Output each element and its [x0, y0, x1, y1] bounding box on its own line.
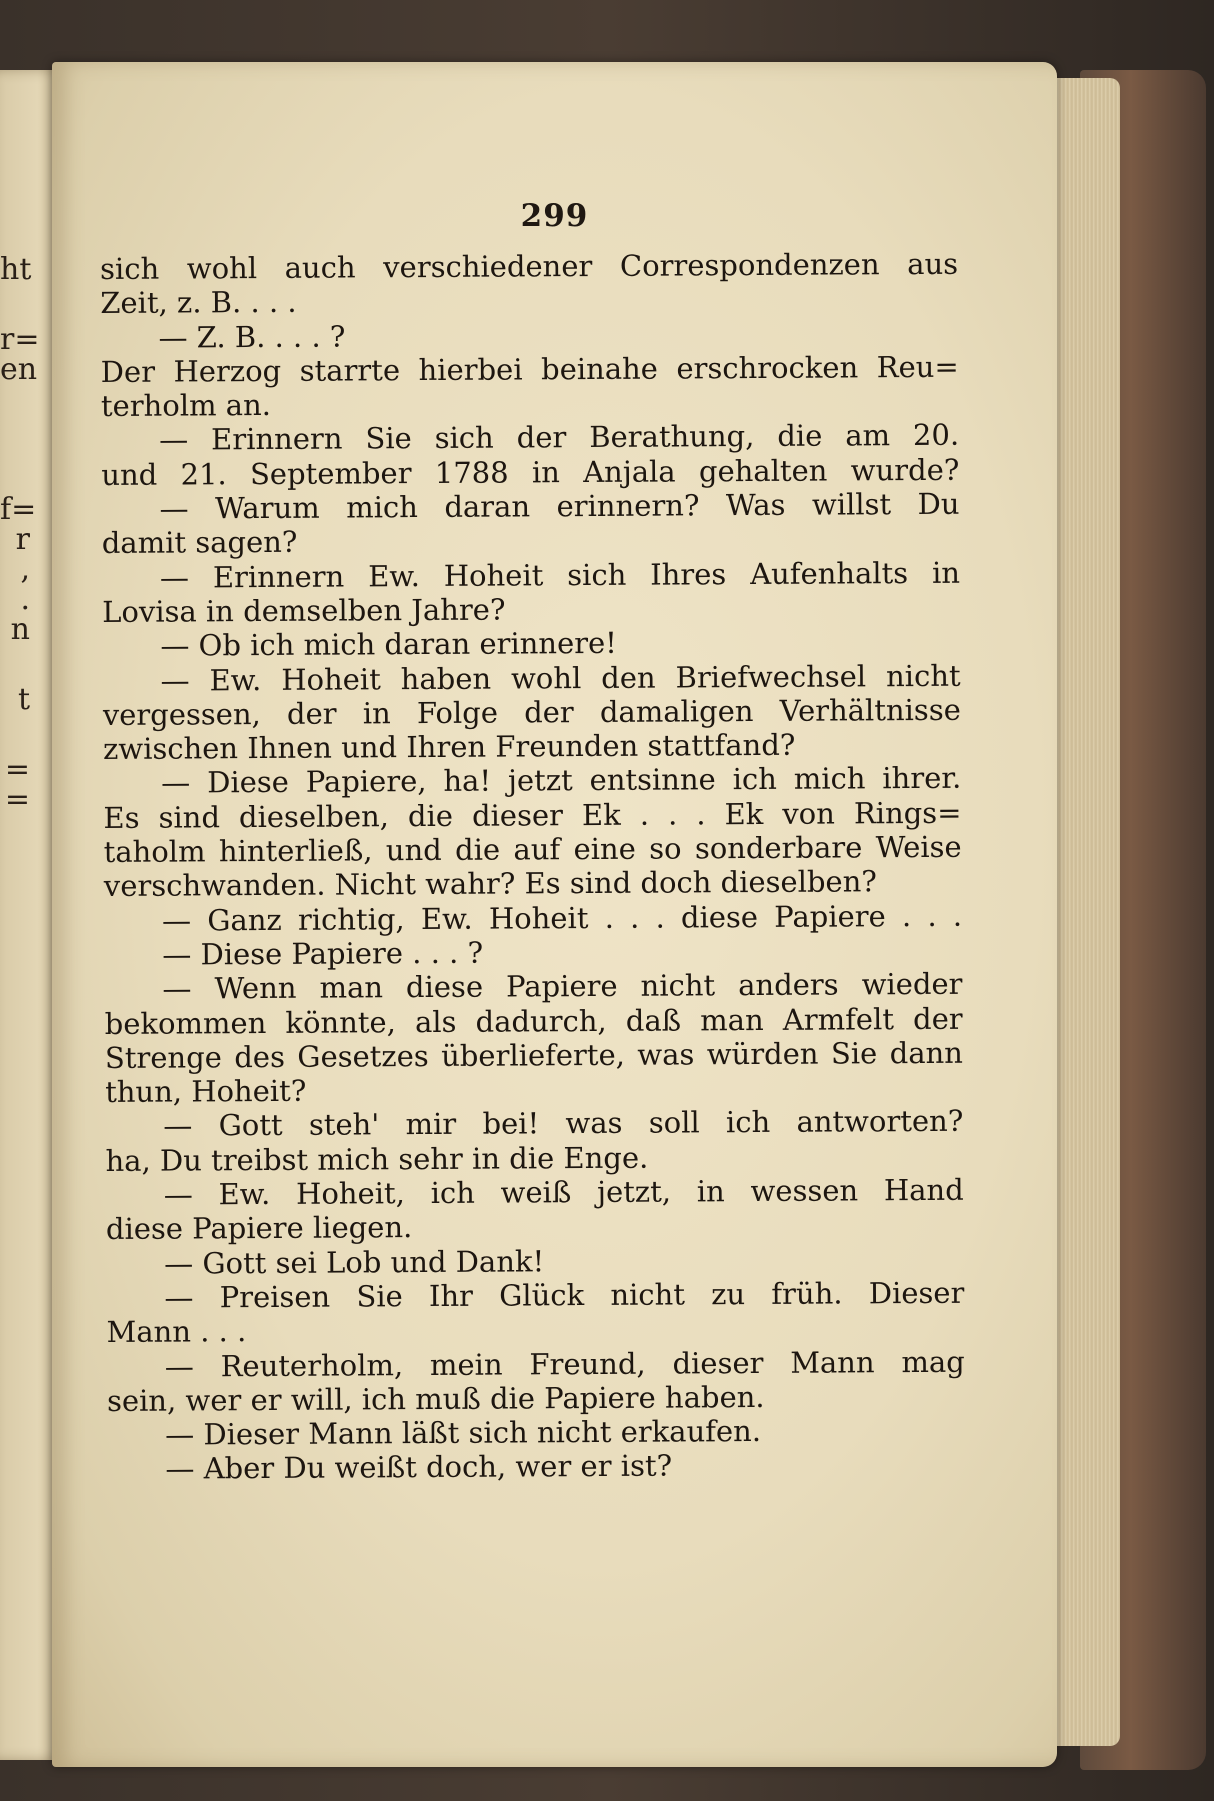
text-line: — Ganz richtig, Ew. Hoheit . . . diese Papiere . . .	[161, 898, 963, 938]
facing-page-fragment: .	[20, 582, 30, 617]
text-line: Strenge des Gesetzes überlieferte, was würden Sie dann	[104, 1035, 964, 1075]
text-line: — Dieser Mann läßt sich nicht erkaufen.	[165, 1414, 762, 1452]
facing-page-fragment: =	[4, 752, 30, 787]
text-line: — Preisen Sie Ihr Glück nicht zu früh. Dieser	[164, 1275, 965, 1315]
text-line: zwischen Ihnen und Ihren Freunden stattfand?	[102, 727, 796, 767]
facing-page-fragment: ,	[20, 552, 30, 587]
text-line: ha, Du treibst mich sehr in die Enge.	[105, 1140, 649, 1178]
facing-page-fragment: n	[10, 612, 30, 647]
text-line: Es sind dieselben, die dieser Ek . . . Ek von Rings=	[103, 795, 962, 835]
text-line: terholm an.	[100, 388, 272, 424]
facing-page-fragment: r	[15, 522, 30, 557]
text-line: — Ew. Hoheit, ich weiß jetzt, in wessen Hand	[163, 1172, 964, 1212]
text-line: Lovisa in demselben Jahre?	[102, 592, 506, 629]
text-line: vergessen, der in Folge der damaligen Verhältnisse	[102, 692, 961, 732]
text-line: — Ob ich mich daran erinnere!	[160, 626, 618, 663]
text-line: und 21. September 1788 in Anjala gehalten wurde?	[101, 452, 960, 492]
text-line: — Wenn man diese Papiere nicht anders wieder	[162, 966, 963, 1006]
text-line: — Ew. Hoheit haben wohl den Briefwechsel nicht	[160, 658, 961, 698]
text-line: Der Herzog starrte hierbei beinahe erschrocken Reu=	[100, 349, 959, 389]
text-line: — Erinnern Sie sich der Berathung, die am 20.	[159, 418, 960, 458]
text-line: — Warum mich daran erinnern? Was willst Du	[159, 486, 960, 526]
text-line: — Reuterholm, mein Freund, dieser Mann mag	[164, 1344, 965, 1384]
text-line: taholm hinterließ, und die auf eine so sonderbare Weise	[103, 829, 962, 870]
facing-page-fragment: ht	[0, 252, 32, 287]
text-line: damit sagen?	[101, 525, 298, 561]
page-number: 299	[520, 198, 589, 234]
text-line: bekommen könnte, als dadurch, daß man Armfelt der	[104, 1001, 963, 1041]
facing-page-fragment: =	[4, 782, 30, 817]
text-line: — Gott steh' mir bei! was soll ich antworten?	[163, 1104, 964, 1144]
text-line: thun, Hoheit?	[105, 1073, 307, 1110]
page-text	[100, 247, 966, 1487]
text-line: sich wohl auch verschiedener Correspondenzen aus	[100, 246, 959, 286]
facing-page-fragment: t	[17, 682, 30, 717]
text-line: — Erinnern Ew. Hoheit sich Ihres Aufenhalts in	[159, 555, 961, 595]
text-line: — Gott sei Lob und Dank!	[164, 1243, 545, 1281]
page-stack-edge	[1050, 78, 1120, 1746]
text-line: sein, wer er will, ich muß die Papiere haben.	[106, 1379, 765, 1418]
text-line: — Aber Du weißt doch, wer er ist?	[165, 1448, 673, 1487]
facing-page-fragment: r=	[0, 322, 40, 357]
facing-page-fragment: f=	[0, 492, 37, 527]
book-page	[52, 62, 1057, 1767]
text-line: Mann . . .	[106, 1314, 247, 1350]
facing-page-fragment: en	[0, 352, 38, 387]
text-line: diese Papiere liegen.	[105, 1210, 413, 1247]
text-line: — Diese Papiere, ha! jetzt entsinne ich mich ihrer.	[161, 761, 962, 801]
text-line: — Z. B. . . . ?	[158, 319, 346, 355]
text-line: verschwanden. Nicht wahr? Es sind doch dieselben?	[103, 864, 877, 904]
text-line: Zeit, z. B. . . .	[100, 285, 297, 321]
text-line: — Diese Papiere . . . ?	[162, 935, 484, 972]
